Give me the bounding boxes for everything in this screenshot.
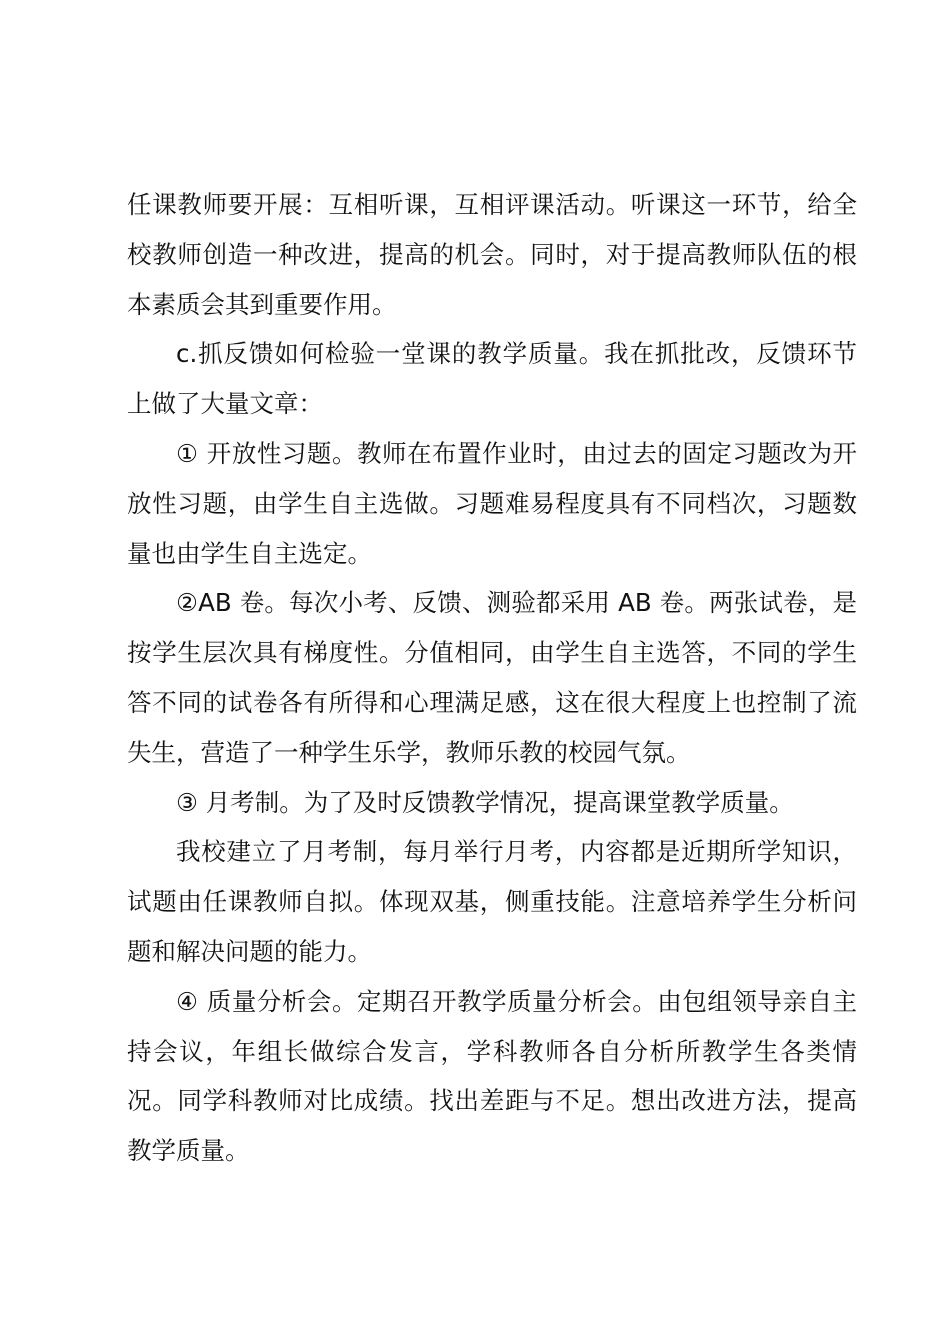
paragraph-open-exercises: ① 开放性习题。教师在布置作业时，由过去的固定习题改为开放性习题，由学生自主选做。习题难易程度具有不同档次，习题数量也由学生自主选定。 [127, 438, 857, 568]
paragraph-quality-analysis: ④ 质量分析会。定期召开教学质量分析会。由包组领导亲自主持会议，年组长做综合发言，学科教师各自分析所教学生各类情况。同学科教师对比成绩。找出差距与不足。想出改进方法，提高教学质量。 [127, 986, 857, 1166]
paragraph-intro: 任课教师要开展：互相听课，互相评课活动。听课这一环节，给全校教师创造一种改进，提高的机会。同时，对于提高教师队伍的根本素质会其到重要作用。 [127, 190, 857, 319]
paragraph-monthly-exam-detail: 我校建立了月考制，每月举行月考，内容都是近期所学知识，试题由任课教师自拟。体现双基，侧重技能。注意培养学生分析问题和解决问题的能力。 [127, 837, 857, 966]
paragraph-ab-papers: ②AB 卷。每次小考、反馈、测验都采用 AB 卷。两张试卷，是按学生层次具有梯度性。分值相同，由学生自主选答，不同的学生答不同的试卷各有所得和心理满足感，这在很大程度上也控制了流失生，营造了一种学生乐学，教师乐教的校园气氛。 [127, 588, 857, 767]
paragraph-feedback: c.抓反馈如何检验一堂课的教学质量。我在抓批改，反馈环节上做了大量文章： [127, 339, 857, 419]
body-text [127, 180, 857, 1176]
paragraph-monthly-exam: ③ 月考制。为了及时反馈教学情况，提高课堂教学质量。 [176, 787, 794, 817]
